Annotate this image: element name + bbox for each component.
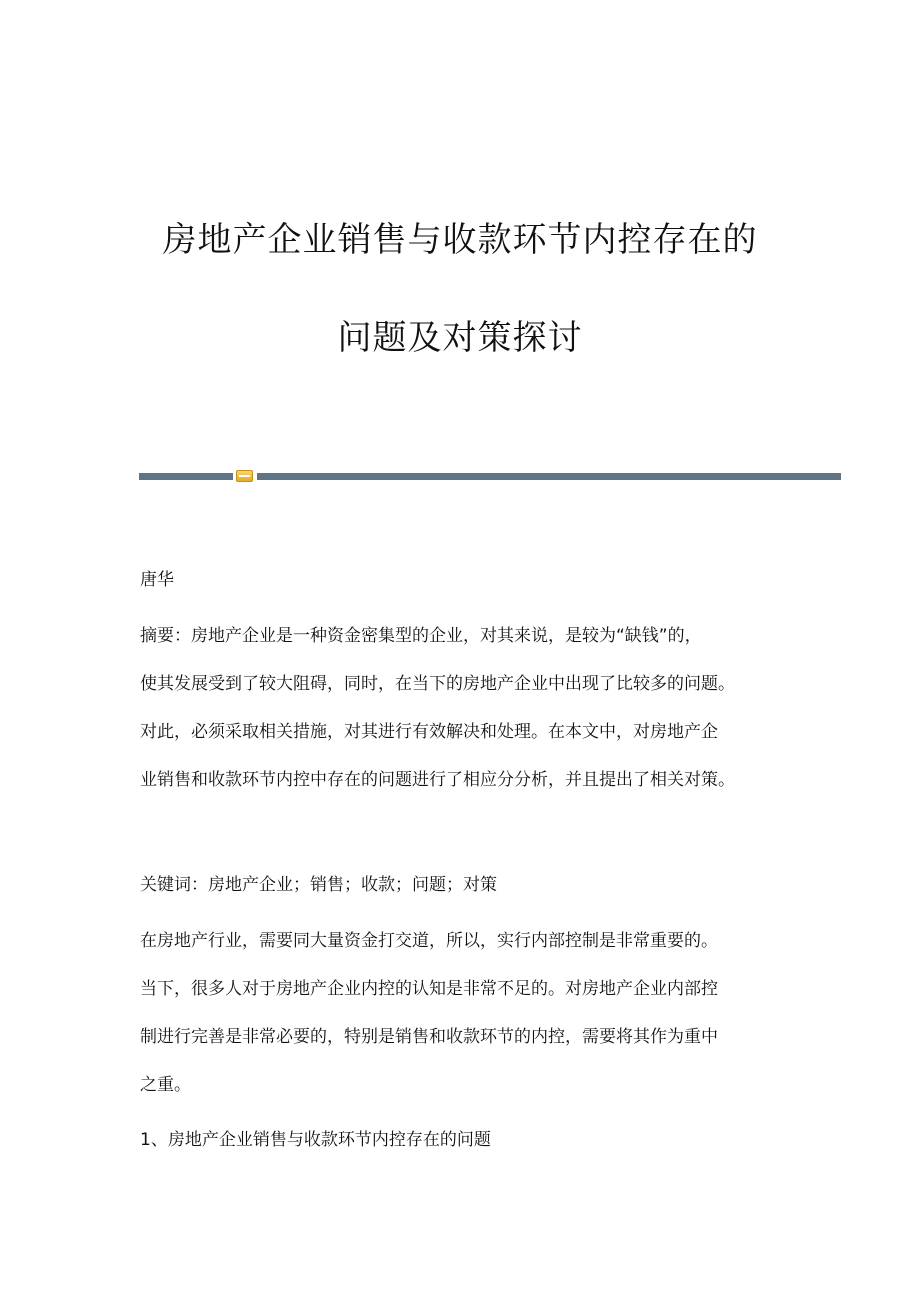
abstract-line-4: 业销售和收款环节内控中存在的问题进行了相应分分析，并且提出了相关对策。 (140, 770, 735, 790)
intro-line-2: 当下，很多人对于房地产企业内控的认知是非常不足的。对房地产企业内部控 (140, 979, 718, 999)
divider-emblem-icon (236, 470, 253, 482)
intro-line-4: 之重。 (140, 1075, 191, 1095)
keywords: 关键词：房地产企业；销售；收款；问题；对策 (140, 875, 497, 895)
abstract-line-3: 对此，必须采取相关措施，对其进行有效解决和处理。在本文中，对房地产企 (140, 722, 718, 742)
document-title-line-2: 问题及对策探讨 (337, 318, 583, 358)
divider-bar-right (257, 473, 841, 480)
intro-line-1: 在房地产行业，需要同大量资金打交道，所以，实行内部控制是非常重要的。 (140, 931, 718, 951)
abstract-line-1: 摘要：房地产企业是一种资金密集型的企业，对其来说，是较为“缺钱”的， (140, 626, 702, 646)
intro-line-3: 制进行完善是非常必要的，特别是销售和收款环节的内控，需要将其作为重中 (140, 1027, 718, 1047)
author-name: 唐华 (140, 570, 174, 590)
section-1-heading: 1、房地产企业销售与收款环节内控存在的问题 (140, 1130, 491, 1150)
document-title-line-1: 房地产企业销售与收款环节内控存在的 (162, 220, 758, 260)
title-divider (139, 470, 841, 482)
divider-bar-left (139, 473, 233, 480)
abstract-line-2: 使其发展受到了较大阻碍，同时，在当下的房地产企业中出现了比较多的问题。 (140, 674, 735, 694)
